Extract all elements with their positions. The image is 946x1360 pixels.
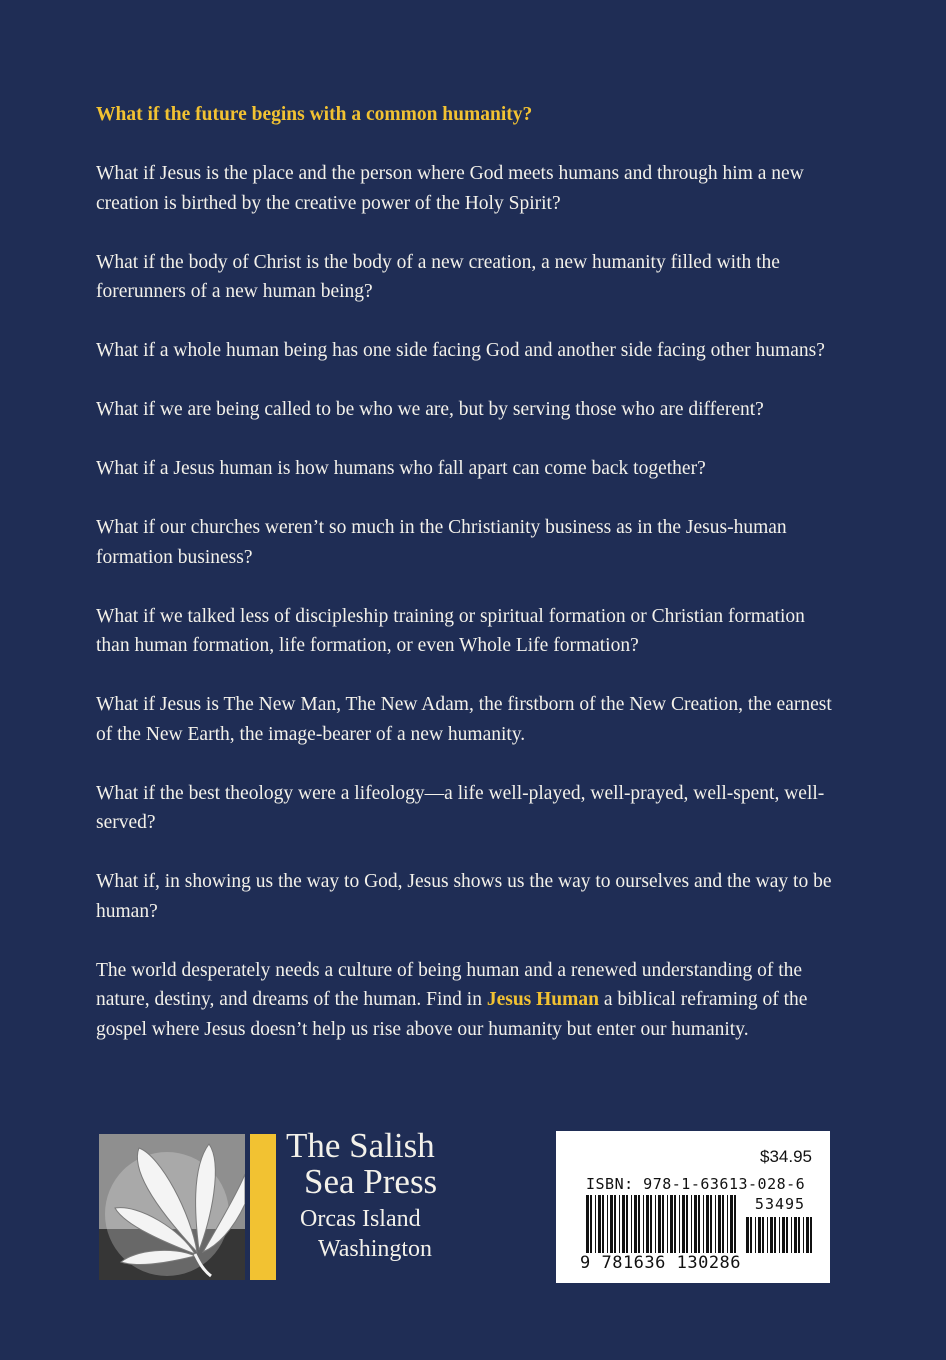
barcode-stripe (634, 1195, 637, 1253)
barcode-stripe (590, 1195, 592, 1253)
barcode-stripe (638, 1195, 640, 1253)
barcode-stripe (655, 1195, 656, 1253)
publisher-name-line2: Sea Press (304, 1162, 438, 1201)
cover-copy (96, 100, 836, 1074)
publisher-logo (99, 1134, 245, 1280)
barcode-stripe (706, 1195, 709, 1253)
barcode-stripe (762, 1217, 764, 1253)
barcode-stripe (658, 1195, 661, 1253)
barcode-stripe (662, 1195, 664, 1253)
question-paragraph: What if a whole human being has one side facing God and another side facing other humans? (96, 340, 825, 361)
barcode-stripe (610, 1195, 613, 1253)
barcode-stripe (798, 1217, 800, 1253)
barcode-stripe (774, 1217, 776, 1253)
barcode-stripe (722, 1195, 724, 1253)
question-paragraph: What if Jesus is the place and the person where God meets humans and through him a new creation is birthed by the creative power of the Holy Spirit? (96, 163, 804, 214)
publisher-name (286, 1128, 437, 1264)
isbn-label: ISBN: 978-1-63613-028-6 (586, 1175, 806, 1193)
question-paragraph: What if we are being called to be who we are, but by serving those who are different? (96, 399, 764, 420)
barcode-stripe (694, 1195, 697, 1253)
barcode-stripe (803, 1217, 804, 1253)
leaf-branch-icon (99, 1134, 245, 1280)
barcode-stripe (622, 1195, 625, 1253)
barcode-stripe (703, 1195, 704, 1253)
question-paragraph: What if the best theology were a lifeology—a life well-played, well-prayed, well-spent, well-served? (96, 782, 825, 833)
barcode-stripe (727, 1195, 728, 1253)
barcode-stripe (598, 1195, 601, 1253)
closing-text-before: The world desperately needs a culture of being human and a renewed understanding of the nature, destiny, and dreams of the human. Find in (96, 959, 803, 1010)
barcode-stripe (614, 1195, 616, 1253)
headline: What if the future begins with a common humanity? (96, 104, 533, 125)
barcode-stripe (626, 1195, 628, 1253)
barcode-stripe (782, 1217, 785, 1253)
ean-barcode (586, 1195, 738, 1253)
barcode-panel (556, 1131, 830, 1283)
barcode-stripe (746, 1217, 749, 1253)
book-title: Jesus Human (486, 989, 599, 1010)
closing-paragraph (96, 956, 836, 1045)
barcode-stripe (791, 1217, 792, 1253)
barcode-stripe (730, 1195, 733, 1253)
question-paragraph: What if the body of Christ is the body of a new creation, a new humanity filled with the forerunners of a new human being? (96, 251, 780, 302)
question-paragraph: What if we talked less of discipleship training or spiritual formation or Christian formation than human formation, life formation, or even Whole Life formation? (96, 605, 805, 656)
barcode-stripe (682, 1195, 685, 1253)
barcode-stripe (667, 1195, 668, 1253)
barcode-stripe (595, 1195, 596, 1253)
addon-digits: 53495 (754, 1195, 806, 1213)
barcode-stripe (650, 1195, 652, 1253)
publisher-location-line1: Orcas Island (300, 1206, 421, 1232)
barcode-stripe (679, 1195, 680, 1253)
barcode-stripe (646, 1195, 649, 1253)
question-paragraph: What if a Jesus human is how humans who fall apart can come back together? (96, 458, 706, 479)
barcode-stripe (715, 1195, 716, 1253)
barcode-stripe (586, 1195, 589, 1253)
ean-digits: 9 781636 130286 (580, 1253, 742, 1273)
barcode-stripe (602, 1195, 604, 1253)
barcode-stripe (755, 1217, 756, 1253)
barcode-stripe (786, 1217, 788, 1253)
barcode-stripe (698, 1195, 700, 1253)
barcode-stripe (750, 1217, 752, 1253)
barcode-stripe (734, 1195, 736, 1253)
barcode-stripe (674, 1195, 676, 1253)
publisher-accent-bar (250, 1134, 276, 1280)
barcode-stripe (718, 1195, 721, 1253)
price-label: $34.95 (760, 1147, 812, 1166)
question-paragraph: What if, in showing us the way to God, Jesus shows us the way to ourselves and the way to be human? (96, 871, 832, 922)
barcode-stripe (779, 1217, 780, 1253)
barcode-stripe (643, 1195, 644, 1253)
barcode-stripe (710, 1195, 712, 1253)
barcode-stripe (770, 1217, 773, 1253)
barcode-stripe (691, 1195, 692, 1253)
barcode-stripe (686, 1195, 688, 1253)
barcode-stripe (619, 1195, 620, 1253)
closing-text-after: a biblical reframing of the gospel where Jesus doesn’t help us rise above our humanity but enter our humanity. (96, 989, 808, 1040)
addon-barcode (746, 1217, 814, 1253)
publisher-name-line1: The Salish (286, 1126, 435, 1165)
barcode-stripe (670, 1195, 673, 1253)
barcode-stripe (806, 1217, 809, 1253)
barcode-stripe (631, 1195, 632, 1253)
barcode-stripe (767, 1217, 768, 1253)
barcode-stripe (810, 1217, 812, 1253)
question-paragraph: What if Jesus is The New Man, The New Adam, the firstborn of the New Creation, the earnest of the New Earth, the image-bearer of a new humanity. (96, 694, 832, 745)
barcode-stripe (607, 1195, 608, 1253)
barcode-stripe (758, 1217, 761, 1253)
publisher-location-line2: Washington (318, 1236, 433, 1262)
question-paragraph: What if our churches weren’t so much in the Christianity business as in the Jesus-human formation business? (96, 517, 787, 568)
barcode-stripe (794, 1217, 797, 1253)
